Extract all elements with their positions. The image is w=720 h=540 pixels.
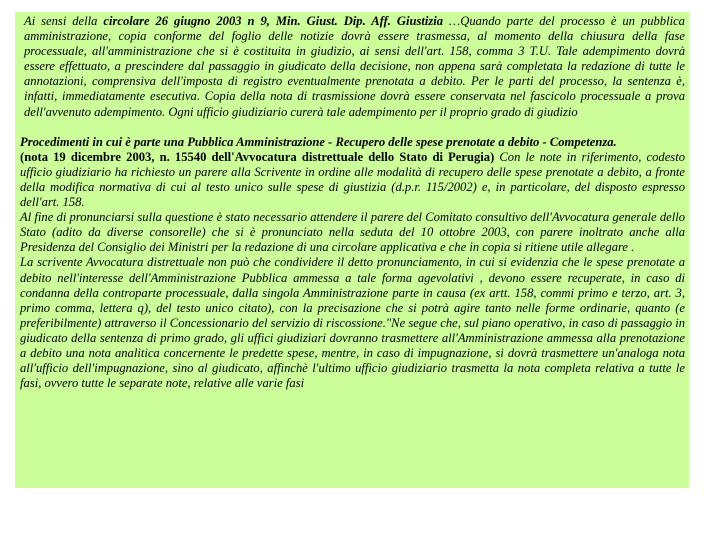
paragraph-spacer <box>20 120 685 135</box>
circolare-lead: Ai sensi della <box>24 14 104 28</box>
procedimenti-paragraph <box>20 135 685 210</box>
circolare-reference: circolare 26 giugno 2003 n 9, Min. Giust. Dip. Aff. Giustizia <box>103 14 444 28</box>
parere-paragraph: Al fine di pronunciarsi sulla questione è stato necessario attendere il parere del Comitato consultivo dell'Avvocatura generale dello Stato (adito da diverse consorelle) che si è pronunciato nella seduta del 10 ottobre 2003, con parere inoltrato anche alla Presidenza del Consiglio dei Ministri per la redazione di una circolare applicativa e che in copia si ritiene utile allegare . <box>20 210 685 255</box>
document-text-box <box>15 12 689 488</box>
nota-reference: (nota 19 dicembre 2003, n. 15540 dell'Avvocatura distrettuale dello Stato di Perugia) <box>20 149 495 164</box>
avvocatura-paragraph: La scrivente Avvocatura distrettuale non può che condividere il detto pronunciamento, in cui si evidenzia che le spese prenotate a debito nell'interesse dell'Amministrazione Pubblica ammessa a tale forma agevolativi , devono essere recuperate, in caso di condanna della controparte processuale, dalla singola Amministrazione parte in causa (ex artt. 158, commi primo e terzo, art. 3, primo comma, lettera q), del testo unico citato), con la precisazione che si potrà agire tanto nelle forme ordinarie, quanto (e preferibilmente) attraverso il Concessionario del servizio di riscossione."Ne segue che, sul piano operativo, in caso di passaggio in giudicato della sentenza di primo grado, gli uffici giudiziari dovranno trasmettere all'Amministrazione ammessa alla prenotazione a debito una nota analitica concernente le predette spese, mentre, in caso di impugnazione, si dovrà trasmettere un'analoga nota all'ufficio dell'impugnazione, sino al giudicato, affinchè l'ultimo ufficio giudiziario trasmetta la nota completa relativa a tutte le fasi, ovvero tutte le separate note, relative alle varie fasi <box>20 255 685 391</box>
procedimenti-title: Procedimenti in cui è parte una Pubblica Amministrazione - Recupero delle spese prenotate a debito - Competenza. <box>20 134 617 149</box>
circolare-body: …Quando parte del processo è un pubblica amministrazione, copia conforme del foglio delle notizie dovrà essere trasmessa, al momento della chiusura della fase processuale, all'amministrazione che si è costituita in giudizio, ai sensi dell'art. 158, comma 3 T.U. Tale adempimento dovrà essere effettuato, a prescindere dal passaggio in giudicato della decisione, non appena sarà completata la redazione di tutte le annotazioni, comprensiva dell'imposta di registro eventualmente prenotata a debito. Per le parti del processo, la sentenza è, infatti, immediatamente esecutiva. Copia della nota di trasmissione dovrà essere conservata nel fascicolo processuale a prova dell'avvenuto adempimento. Ogni ufficio giudiziario curerà tale adempimento per il proprio grado di giudizio <box>24 14 685 119</box>
nota-intro: Con le note in riferimento, codesto ufficio giudiziario ha richiesto un parere alla Scrivente in ordine alle modalità di recupero delle spese prenotate a debito, a fronte della modifica normativa di cui al testo unico sulle spese di giustizia (d.p.r. 115/2002) e, in particolare, del disposto espresso dell'art. 158. <box>20 149 685 210</box>
circolare-paragraph <box>20 14 685 120</box>
